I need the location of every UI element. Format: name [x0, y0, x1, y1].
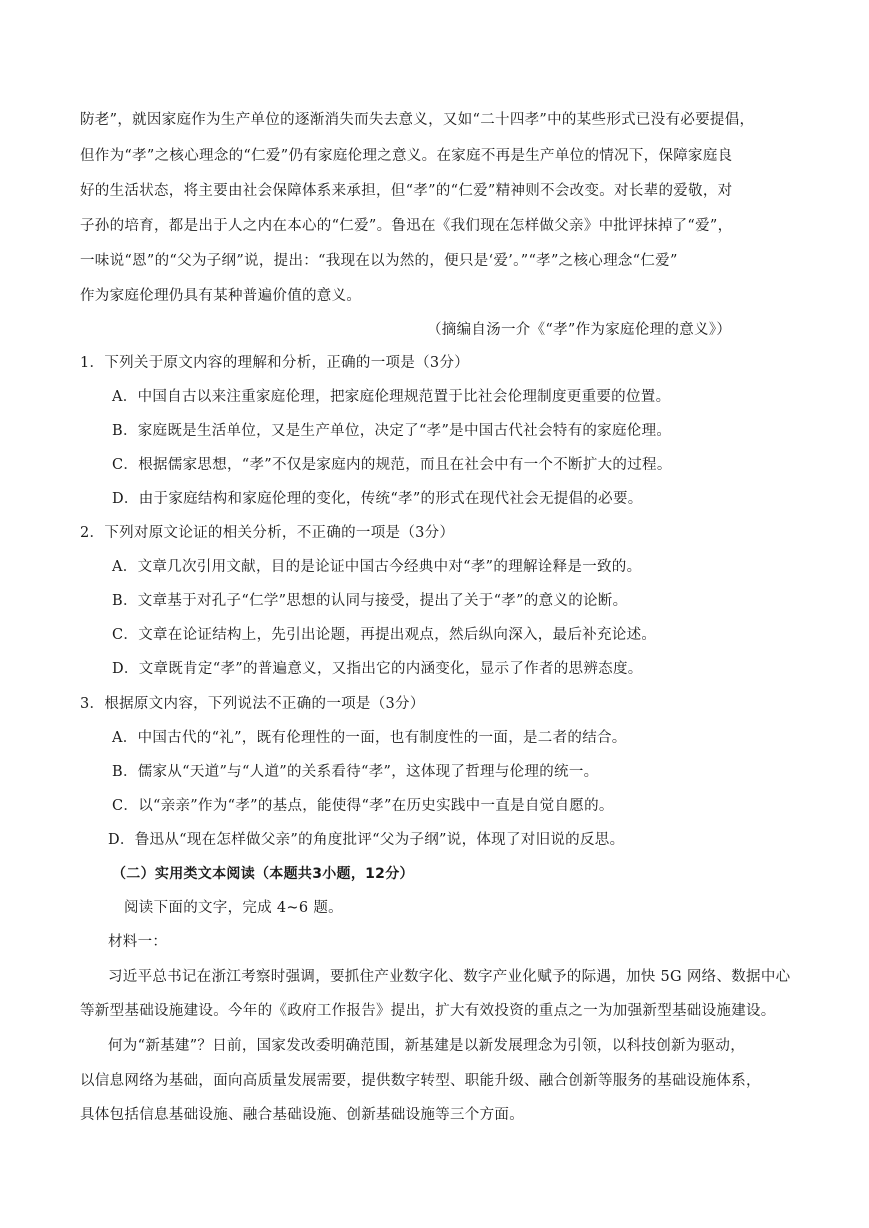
- option-c: C．根据儒家思想，“孝”不仅是家庭内的规范，而且在社会中有一个不断扩大的过程。: [112, 457, 672, 473]
- option-b: B．儒家从“天道”与“人道”的关系看待“孝”，这体现了哲理与伦理的统一。: [112, 764, 599, 780]
- option-d: D．文章既肯定“孝”的普遍意义，又指出它的内涵变化，显示了作者的思辨态度。: [112, 661, 643, 677]
- passage-line: 防老”，就因家庭作为生产单位的逐渐消失而失去意义，又如“二十四孝”中的某些形式已没有必要提倡，: [80, 112, 755, 128]
- passage-line: 好的生活状态，将主要由社会保障体系来承担，但“孝”的“仁爱”精神则不会改变。对长辈的爱敬，对: [80, 183, 733, 199]
- option-b: B．家庭既是生活单位，又是生产单位，决定了“孝”是中国古代社会特有的家庭伦理。: [112, 423, 672, 439]
- option-a: A．中国古代的“礼”，既有伦理性的一面，也有制度性的一面，是二者的结合。: [112, 730, 627, 746]
- option-d: D．鲁迅从“现在怎样做父亲”的角度批评“父为子纲”说，体现了对旧说的反思。: [108, 832, 625, 848]
- passage-line: 子孙的培育，都是出于人之内在本心的“仁爱”。鲁迅在《我们现在怎样做父亲》中批评抹掉了“爱”，: [80, 218, 733, 234]
- passage-source: （摘编自汤一介《“孝”作为家庭伦理的意义》）: [427, 322, 732, 338]
- question-stem: 2．下列对原文论证的相关分析，不正确的一项是（3分）: [80, 525, 455, 541]
- option-a: A．文章几次引用文献，目的是论证中国古今经典中对“孝”的理解诠释是一致的。: [112, 559, 642, 575]
- section-instruction: 阅读下面的文字，完成 4~6 题。: [124, 900, 343, 916]
- material-paragraph-line: 具体包括信息基础设施、融合基础设施、创新基础设施等三个方面。: [80, 1107, 524, 1123]
- option-c: C．文章在论证结构上，先引出论题，再提出观点，然后纵向深入，最后补充论述。: [112, 627, 657, 643]
- question-stem: 3．根据原文内容，下列说法不正确的一项是（3分）: [80, 696, 425, 712]
- section-heading: （二）实用类文本阅读（本题共3小题，12分）: [112, 866, 414, 882]
- material-paragraph-line: 习近平总书记在浙江考察时强调，要抓住产业数字化、数字产业化赋予的际遇，加快 5G 网络、数据中心: [108, 969, 791, 985]
- material-paragraph-line: 以信息网络为基础，面向高质量发展需要，提供数字转型、职能升级、融合创新等服务的基础设施体系，: [80, 1073, 761, 1089]
- passage-line: 作为家庭伦理仍具有某种普遍价值的意义。: [80, 288, 362, 304]
- material-paragraph-line: 何为“新基建”？日前，国家发改委明确范围，新基建是以新发展理念为引领，以科技创新为驱动，: [108, 1038, 746, 1054]
- passage-line: 一味说“恩”的“父为子纲”说，提出：“我现在以为然的，便只是‘爱’。”“孝”之核心理念“仁爱”: [80, 253, 678, 269]
- option-c: C．以“亲亲”作为“孝”的基点，能使得“孝”在历史实践中一直是自觉自愿的。: [112, 798, 614, 814]
- option-b: B．文章基于对孔子“仁学”思想的认同与接受，提出了关于“孝”的意义的论断。: [112, 593, 628, 609]
- material-label: 材料一：: [108, 934, 168, 950]
- material-paragraph-line: 等新型基础设施建设。今年的《政府工作报告》提出，扩大有效投资的重点之一为加强新型基础设施建设。: [80, 1003, 776, 1019]
- passage-line: 但作为“孝”之核心理念的“仁爱”仍有家庭伦理之意义。在家庭不再是生产单位的情况下，保障家庭良: [80, 148, 733, 164]
- option-d: D．由于家庭结构和家庭伦理的变化，传统“孝”的形式在现代社会无提倡的必要。: [112, 491, 643, 507]
- question-stem: 1．下列关于原文内容的理解和分析，正确的一项是（3分）: [80, 355, 470, 371]
- option-a: A．中国自古以来注重家庭伦理，把家庭伦理规范置于比社会伦理制度更重要的位置。: [112, 389, 671, 405]
